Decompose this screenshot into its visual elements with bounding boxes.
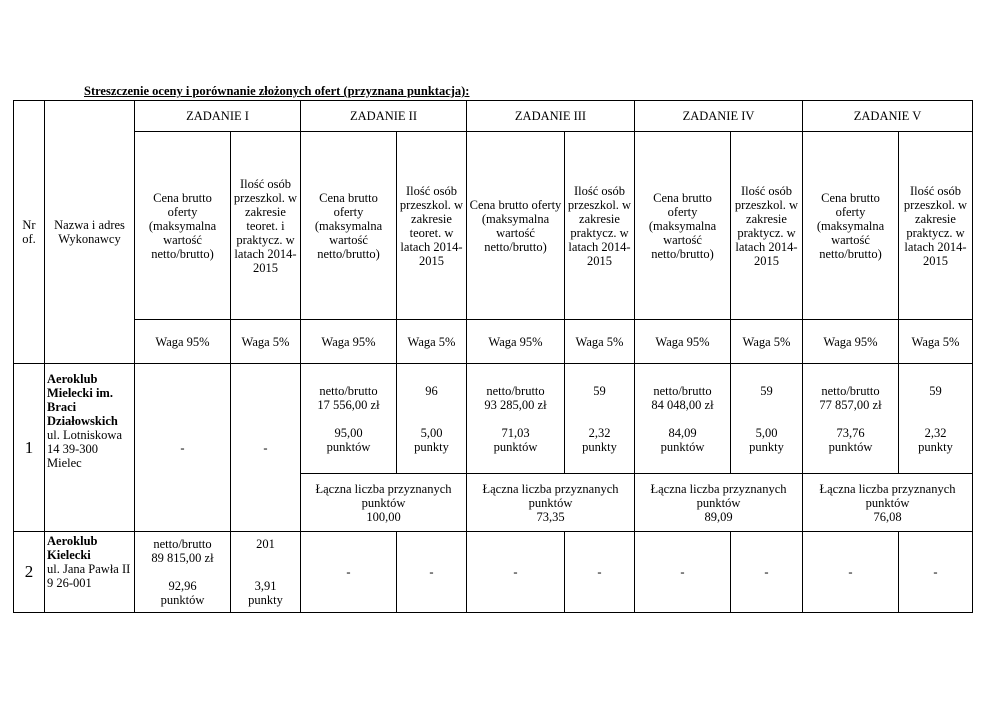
weight-people-4: Waga 5% xyxy=(731,320,803,364)
contractor-cell xyxy=(45,532,135,613)
header-people-5: Ilość osób przeszkol. w zakresie praktycz. w latach 2014-2015 xyxy=(899,132,973,320)
total-task-4: Łączna liczba przyznanych punktów 89,09 xyxy=(635,474,803,532)
weight-people-2: Waga 5% xyxy=(397,320,467,364)
cell-people-2: 96 5,00 punkty xyxy=(397,364,467,474)
header-price-4: Cena brutto oferty (maksymalna wartość netto/brutto) xyxy=(635,132,731,320)
header-task-5: ZADANIE V xyxy=(803,101,973,132)
page-caption: Streszczenie oceny i porównanie złożonych ofert (przyznana punktacja): xyxy=(84,84,470,98)
table-row xyxy=(14,364,973,474)
header-people-4: Ilość osób przeszkol. w zakresie praktycz. w latach 2014-2015 xyxy=(731,132,803,320)
cell-people-2: - xyxy=(397,532,467,613)
contractor-address: ul. Jana Pawła II 9 26-001 xyxy=(47,562,131,590)
header-price-5: Cena brutto oferty (maksymalna wartość netto/brutto) xyxy=(803,132,899,320)
cell-people-1: - xyxy=(231,364,301,532)
header-price-1: Cena brutto oferty (maksymalna wartość netto/brutto) xyxy=(135,132,231,320)
offers-table xyxy=(13,100,973,613)
cell-price-2: netto/brutto 17 556,00 zł 95,00 punktów xyxy=(301,364,397,474)
weight-price-2: Waga 95% xyxy=(301,320,397,364)
contractor-name: Aeroklub Kielecki xyxy=(47,534,98,562)
cell-people-5: - xyxy=(899,532,973,613)
cell-price-1: netto/brutto 89 815,00 zł 92,96 punktów xyxy=(135,532,231,613)
total-task-5: Łączna liczba przyznanych punktów 76,08 xyxy=(803,474,973,532)
cell-price-5: netto/brutto 77 857,00 zł 73,76 punktów xyxy=(803,364,899,474)
header-people-1: Ilość osób przeszkol. w zakresie teoret. i praktycz. w latach 2014-2015 xyxy=(231,132,301,320)
cell-price-4: netto/brutto 84 048,00 zł 84,09 punktów xyxy=(635,364,731,474)
weight-price-4: Waga 95% xyxy=(635,320,731,364)
total-task-3: Łączna liczba przyznanych punktów 73,35 xyxy=(467,474,635,532)
contractor-name: Aeroklub Mielecki im. Braci Działowskich xyxy=(47,372,118,428)
row-number: 2 xyxy=(14,532,45,613)
header-name: Nazwa i adres Wykonawcy xyxy=(45,101,135,364)
cell-people-5: 59 2,32 punkty xyxy=(899,364,973,474)
contractor-address: ul. Lotniskowa 14 39-300 Mielec xyxy=(47,428,122,470)
weight-price-1: Waga 95% xyxy=(135,320,231,364)
weight-people-3: Waga 5% xyxy=(565,320,635,364)
header-price-3: Cena brutto oferty (maksymalna wartość netto/brutto) xyxy=(467,132,565,320)
weight-price-5: Waga 95% xyxy=(803,320,899,364)
row-number: 1 xyxy=(14,364,45,532)
cell-people-4: - xyxy=(731,532,803,613)
header-task-3: ZADANIE III xyxy=(467,101,635,132)
cell-price-2: - xyxy=(301,532,397,613)
cell-price-3: netto/brutto 93 285,00 zł 71,03 punktów xyxy=(467,364,565,474)
cell-people-3: - xyxy=(565,532,635,613)
weight-people-1: Waga 5% xyxy=(231,320,301,364)
total-task-2: Łączna liczba przyznanych punktów 100,00 xyxy=(301,474,467,532)
header-people-3: Ilość osób przeszkol. w zakresie praktycz. w latach 2014-2015 xyxy=(565,132,635,320)
cell-price-1: - xyxy=(135,364,231,532)
cell-price-4: - xyxy=(635,532,731,613)
cell-people-3: 59 2,32 punkty xyxy=(565,364,635,474)
header-price-2: Cena brutto oferty (maksymalna wartość netto/brutto) xyxy=(301,132,397,320)
cell-people-4: 59 5,00 punkty xyxy=(731,364,803,474)
header-task-4: ZADANIE IV xyxy=(635,101,803,132)
cell-people-1: 201 3,91 punkty xyxy=(231,532,301,613)
weight-people-5: Waga 5% xyxy=(899,320,973,364)
header-people-2: Ilość osób przeszkol. w zakresie teoret. w latach 2014-2015 xyxy=(397,132,467,320)
header-task-2: ZADANIE II xyxy=(301,101,467,132)
cell-price-3: - xyxy=(467,532,565,613)
contractor-cell xyxy=(45,364,135,532)
weight-price-3: Waga 95% xyxy=(467,320,565,364)
header-task-1: ZADANIE I xyxy=(135,101,301,132)
table-row xyxy=(14,532,973,613)
header-nr: Nr of. xyxy=(14,101,45,364)
cell-price-5: - xyxy=(803,532,899,613)
